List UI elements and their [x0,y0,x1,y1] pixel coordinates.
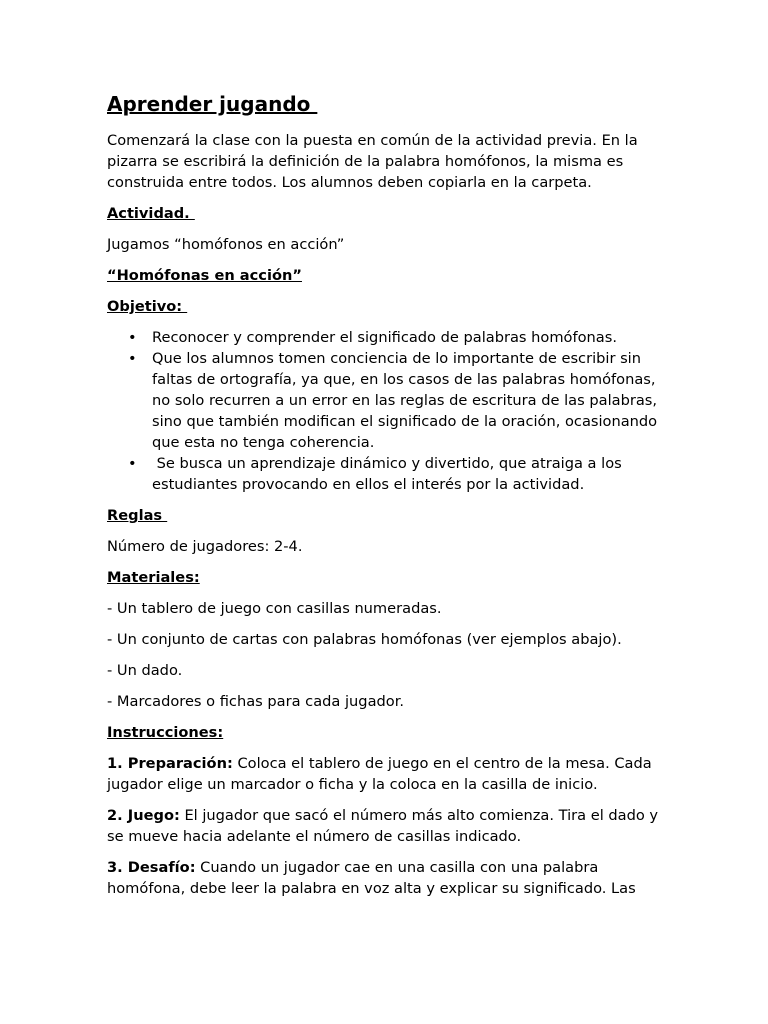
instructions-heading-text: Instrucciones: [107,724,224,741]
objective-heading [107,296,667,317]
game-title [107,265,667,286]
document-page [107,91,667,909]
objective-item [128,327,667,348]
material-item: - Un conjunto de cartas con palabras homófonas (ver ejemplos abajo). [107,631,622,648]
step-text: El jugador que sacó el número más alto comienza. Tira el dado y se mueve hacia adelante el número de casillas indicado. [107,807,659,845]
rules-heading-text: Reglas [107,507,168,524]
instructions-heading [107,722,667,743]
intro-paragraph: Comenzará la clase con la puesta en común de la actividad previa. En la pizarra se escribirá la definición de la palabra homófonos, la misma es construida entre todos. Los alumnos deben copiarla en la carpeta. [107,132,638,191]
step-label: 1. Preparación: [107,755,233,772]
step-label: 3. Desafío: [107,859,196,876]
material-item: - Un tablero de juego con casillas numeradas. [107,600,442,617]
players-text: Número de jugadores: 2-4. [107,538,303,555]
bullet-icon: • [128,455,137,472]
objective-item [128,348,667,453]
instruction-step [107,857,667,899]
activity-heading [107,203,667,224]
objective-text: Reconocer y comprender el significado de palabras homófonas. [152,329,617,346]
objective-heading-text: Objetivo: [107,298,188,315]
rules-heading [107,505,667,526]
instruction-step [107,805,667,847]
material-item: - Marcadores o fichas para cada jugador. [107,693,404,710]
step-label: 2. Juego: [107,807,180,824]
instruction-step [107,753,667,795]
objective-text: Se busca un aprendizaje dinámico y divertido, que atraiga a los estudiantes provocando en ellos el interés por la actividad. [152,455,627,493]
objective-item [128,453,667,495]
material-item: - Un dado. [107,662,183,679]
objectives-list [107,327,667,495]
step-text: Cuando un jugador cae en una casilla con una palabra homófona, debe leer la palabra en voz alta y explicar su significado. Las [107,859,636,897]
activity-text: Jugamos “homófonos en acción” [107,236,345,253]
document-title: Aprender jugando [107,92,318,116]
step-text: Coloca el tablero de juego en el centro de la mesa. Cada jugador elige un marcador o ficha y la coloca en la casilla de inicio. [107,755,652,793]
activity-heading-text: Actividad. [107,205,195,222]
bullet-icon: • [128,329,137,346]
bullet-icon: • [128,350,137,367]
materials-heading [107,567,667,588]
materials-heading-text: Materiales: [107,569,200,586]
objective-text: Que los alumnos tomen conciencia de lo importante de escribir sin faltas de ortografía, ya que, en los casos de las palabras homófonas, no solo recurren a un error en las reglas de escritura de las palabras, sino que también modifican el significado de la oración, ocasionando que esta no tenga coherencia. [152,350,658,451]
game-title-text: “Homófonas en acción” [107,267,302,284]
